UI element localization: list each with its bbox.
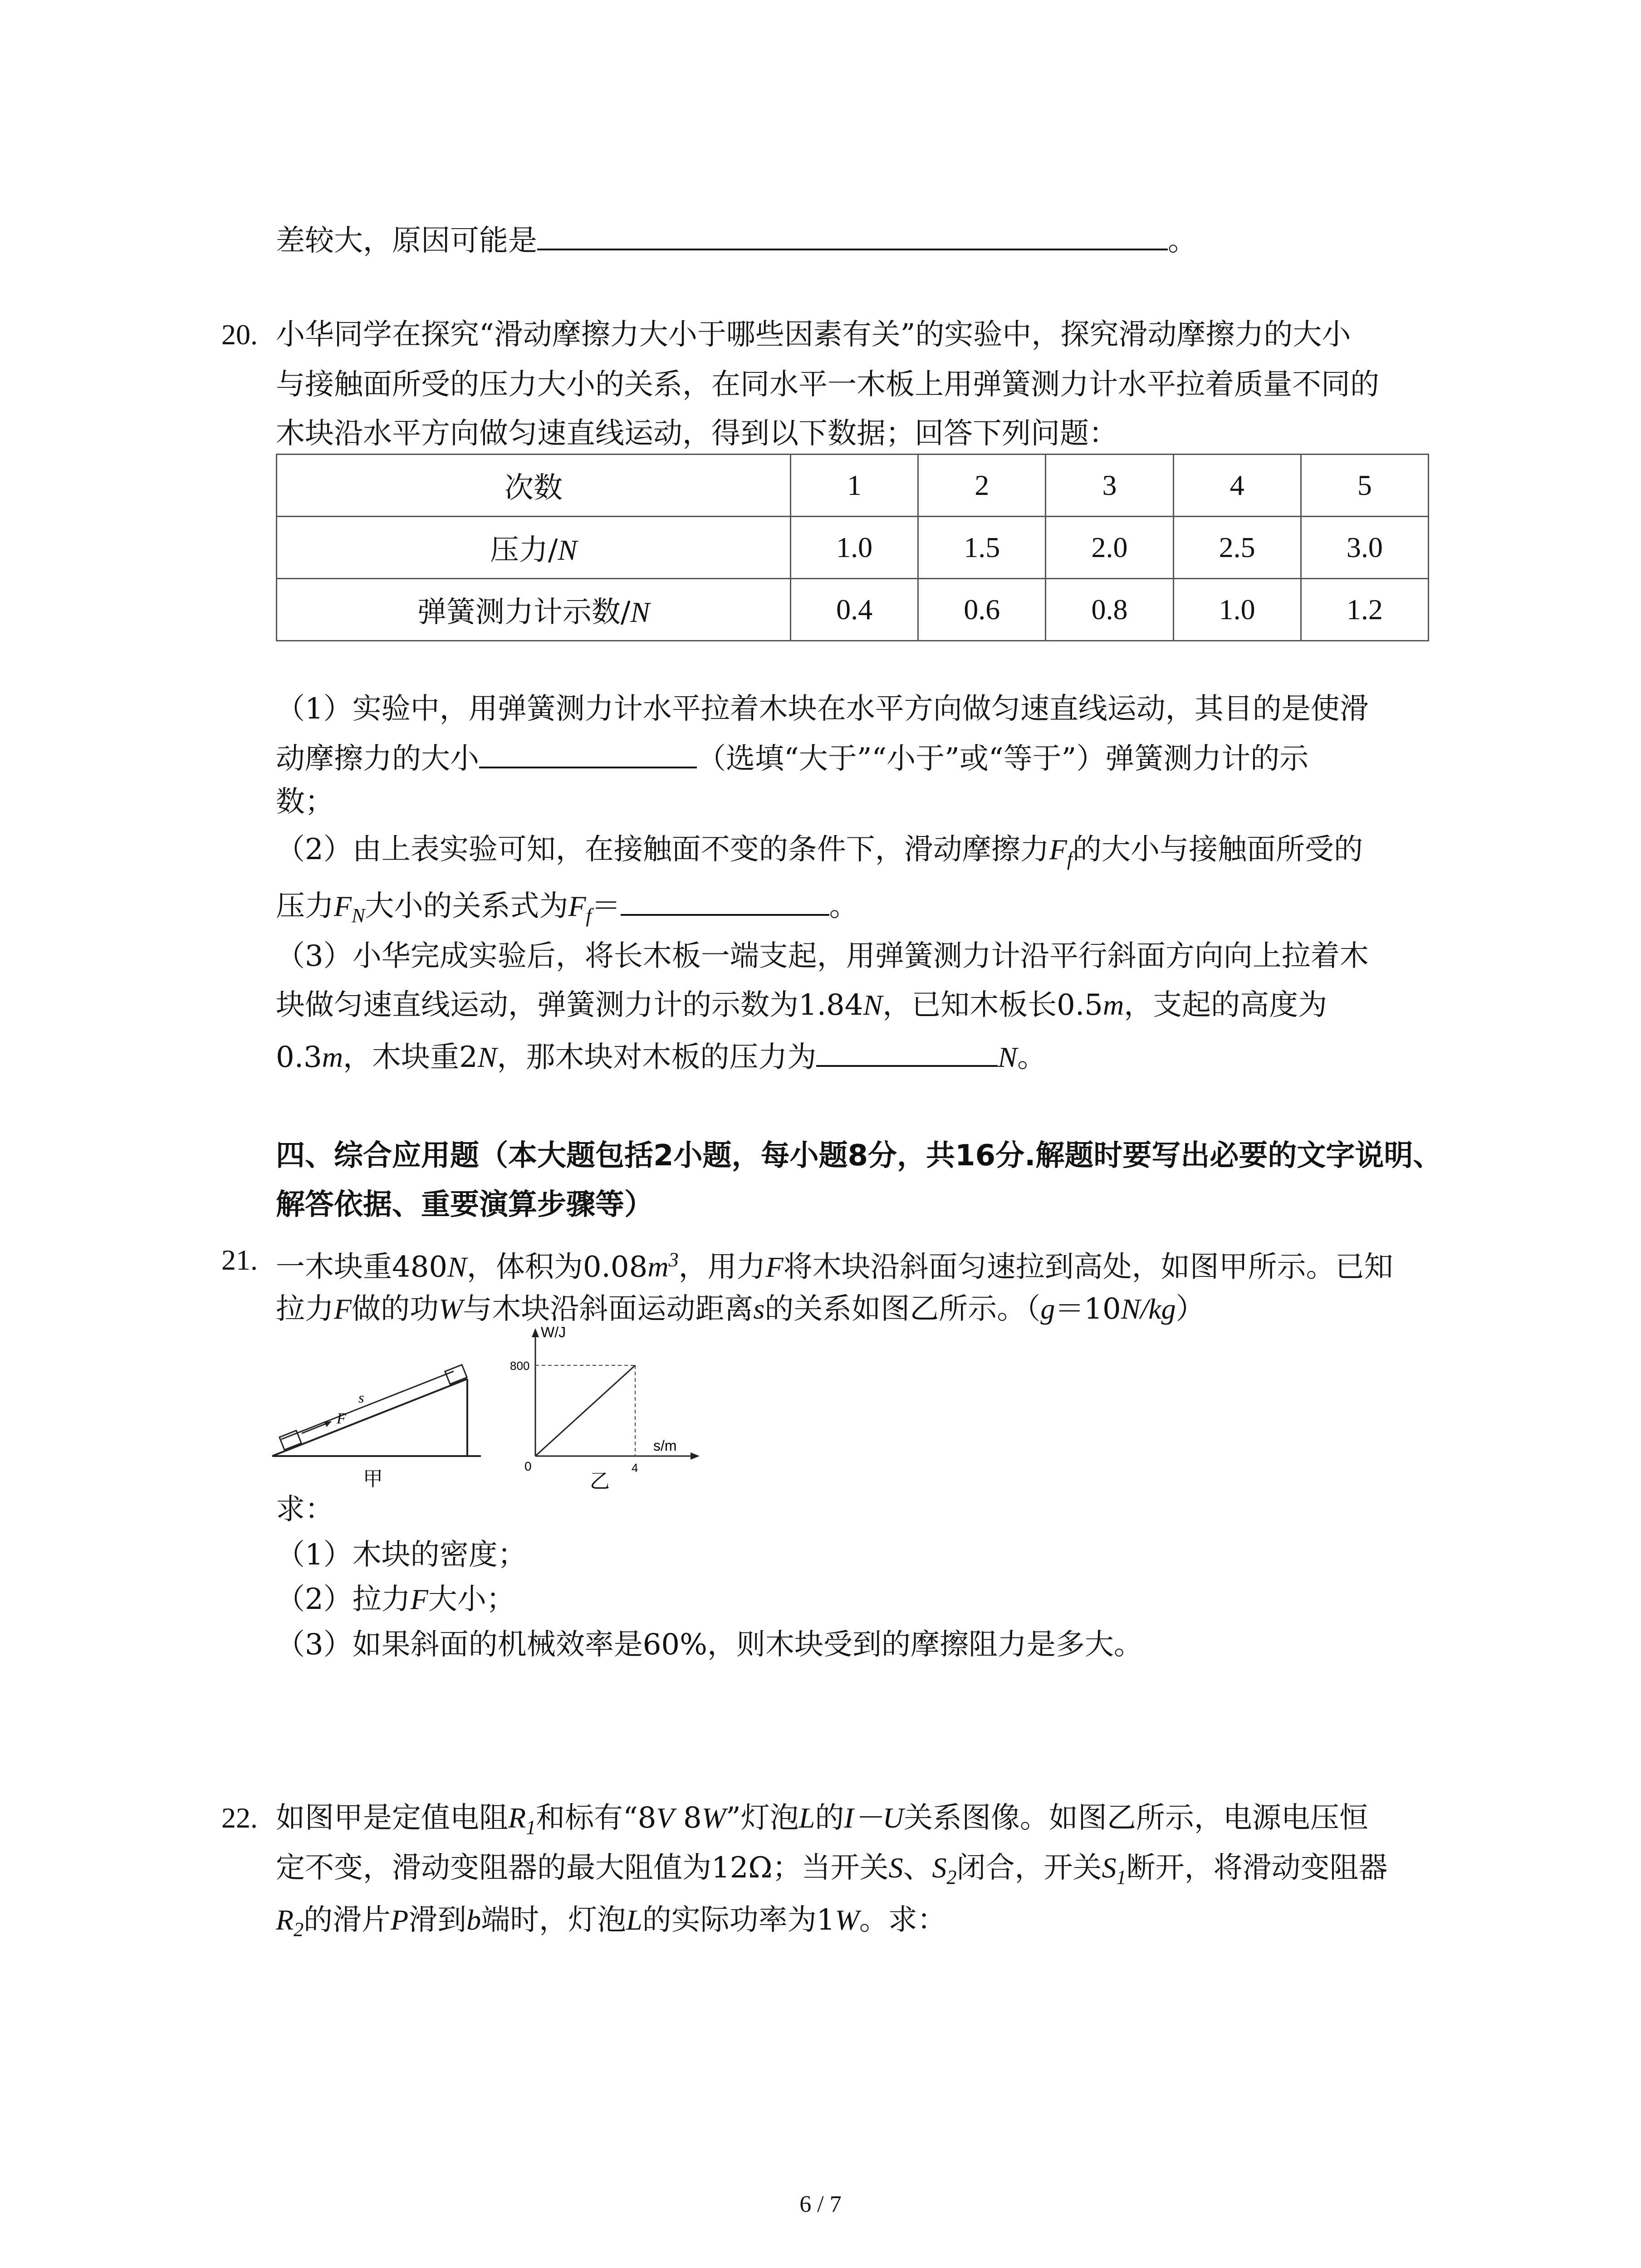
table-cell: 0.6 — [918, 579, 1046, 641]
table-cell: 1.2 — [1301, 579, 1428, 641]
q22-text: 8 — [674, 1801, 702, 1835]
y-axis-label: W/J — [541, 1325, 566, 1340]
p3-text: ，木块重2 — [343, 1041, 478, 1074]
symbol-S: S — [888, 1852, 903, 1884]
force-label: F — [337, 1410, 346, 1427]
p2-end: 。 — [829, 890, 858, 923]
symbol-F: F — [334, 1293, 352, 1325]
table-header-cell: 4 — [1173, 455, 1301, 517]
p2-text: （2）由上表实验可知，在接触面不变的条件下，滑动摩擦力 — [276, 833, 1049, 866]
q21-ask: 求： — [276, 1493, 334, 1526]
q21-text: 将木块沿斜面匀速拉到高处，如图甲所示。已知 — [783, 1250, 1393, 1284]
q20-part3-line1: （3）小华完成实验后，将长木板一端支起，用弹簧测力计沿平行斜面方向向上拉着木 — [276, 939, 1369, 973]
symbol-R2: $R_2$ — [276, 1904, 304, 1941]
section-heading-line1: 四、综合应用题（本大题包括2小题，每小题8分，共16分.解题时要写出必要的文字说明、 — [276, 1139, 1442, 1173]
q20-line1: 小华同学在探究“滑动摩擦力大小于哪些因素有关”的实验中，探究滑动摩擦力的大小 — [276, 318, 1351, 352]
q22-text: 端时，灯泡 — [481, 1903, 627, 1937]
q19-end: 。 — [1168, 224, 1197, 258]
p3-text: ，支起的高度为 — [1124, 988, 1327, 1022]
fig-yi-label: 乙 — [590, 1470, 610, 1493]
unit-N: N — [447, 1251, 467, 1283]
x-tick-label: 4 — [632, 1461, 638, 1475]
q22-text: 。求： — [859, 1903, 946, 1937]
symbol-Ff: $F_f$ — [568, 890, 592, 927]
unit-N: N — [863, 989, 883, 1021]
incline-figure — [268, 1343, 485, 1497]
symbol-S2: $S_2$ — [932, 1852, 957, 1888]
y-tick-label: 800 — [510, 1359, 530, 1373]
incline-board — [281, 1371, 454, 1439]
unit-m3: $m^3$ — [647, 1249, 679, 1283]
q22-text: 的滑片 — [304, 1903, 391, 1937]
q21-line2 — [276, 1287, 1205, 1331]
q22-text: 滑到 — [408, 1903, 467, 1937]
row-label-unit: N — [558, 534, 578, 566]
q22-text: 如图甲是定值电阻 — [276, 1801, 508, 1835]
x-axis-arrow — [691, 1452, 700, 1460]
table-cell: 2.0 — [1046, 517, 1173, 579]
q21-sub3: （3）如果斜面的机械效率是60%，则木块受到的摩擦阻力是多大。 — [276, 1628, 1143, 1662]
y-axis-arrow — [532, 1328, 539, 1337]
table-cell: 0.4 — [791, 579, 918, 641]
table-header-cell: 1 — [791, 455, 918, 517]
answer-blank[interactable] — [479, 735, 697, 768]
table-header-cell: 3 — [1046, 455, 1173, 517]
symbol-s: s — [753, 1293, 765, 1325]
unit-N-per-kg: N/kg — [1121, 1293, 1176, 1325]
q22-text: 的 — [815, 1801, 844, 1835]
table-header-cell: 5 — [1301, 455, 1428, 517]
symbol-I-U: I－U — [844, 1802, 904, 1834]
p3-text: ，那木块对木板的压力为 — [497, 1041, 817, 1074]
symbol-F: F — [765, 1251, 784, 1283]
p2-text-after: 的大小与接触面所受的 — [1073, 833, 1363, 866]
symbol-L: L — [626, 1904, 642, 1936]
table-cell: 0.8 — [1046, 579, 1173, 641]
q21-text: ，体积为0.08 — [466, 1250, 648, 1284]
q21-text: 拉力 — [276, 1292, 334, 1326]
fig-jia-label: 甲 — [363, 1467, 383, 1491]
q20-part1-line1: （1）实验中，用弹簧测力计水平拉着木块在水平方向做匀速直线运动，其目的是使滑 — [276, 692, 1369, 726]
q20-part2-line2 — [276, 882, 858, 938]
q22-text: 关系图像。如图乙所示，电源电压恒 — [903, 1801, 1368, 1835]
q22-text: 断开，将滑动变阻器 — [1126, 1851, 1388, 1885]
q22-text: ”灯泡 — [726, 1801, 799, 1835]
plot-area — [535, 1365, 635, 1456]
q20-part1-line2 — [276, 735, 1308, 781]
q20-part1-line3: 数； — [276, 785, 334, 819]
work-distance-graph — [508, 1325, 717, 1501]
q21-text: 与木块沿斜面运动距离 — [463, 1292, 754, 1326]
section-heading-line2: 解答依据、重要演算步骤等） — [276, 1188, 653, 1222]
table-cell: 1.0 — [1173, 579, 1301, 641]
q20-part3-line3 — [276, 1033, 1046, 1079]
table-cell: 1.5 — [918, 517, 1046, 579]
p3-text: 块做匀速直线运动，弹簧测力计的示数为1.84 — [276, 988, 863, 1022]
q22-text: 的实际功率为1 — [642, 1903, 835, 1937]
table-row — [277, 579, 1429, 641]
q22-text: 和标有“8 — [536, 1801, 656, 1835]
unit-m: m — [1102, 989, 1124, 1021]
symbol-b: b — [466, 1904, 481, 1936]
q22-text: 定不变，滑动变阻器的最大阻值为12Ω；当开关 — [276, 1851, 889, 1885]
answer-blank[interactable] — [537, 217, 1168, 250]
table-row-label — [277, 579, 791, 641]
symbol-Ff: $F_f$ — [1049, 833, 1073, 870]
unit-W: W — [835, 1904, 859, 1936]
unit-N: N — [998, 1041, 1018, 1073]
q20-part3-line2 — [276, 983, 1327, 1027]
q19-text: 差较大，原因可能是 — [276, 224, 537, 258]
unit-W: W — [701, 1802, 726, 1834]
p3-end: 。 — [1017, 1041, 1047, 1074]
unit-m: m — [322, 1041, 343, 1073]
q21-text: ） — [1176, 1292, 1205, 1326]
answer-blank[interactable] — [621, 882, 829, 916]
symbol-F: F — [410, 1583, 428, 1615]
table-row — [277, 455, 1429, 517]
unit-V: V — [656, 1802, 674, 1834]
q22-line2 — [276, 1846, 1388, 1899]
q22-line1 — [276, 1796, 1368, 1849]
row-label-text: 压力/ — [490, 533, 558, 567]
symbol-L: L — [798, 1802, 815, 1834]
table-row-label — [277, 517, 791, 579]
q22-line3 — [276, 1898, 946, 1951]
q19-tail — [276, 217, 1197, 263]
symbol-W: W — [439, 1293, 463, 1325]
symbol-R1: $R_1$ — [508, 1802, 536, 1838]
incline-surface — [272, 1379, 467, 1456]
s-label: s — [358, 1389, 364, 1406]
q21-line1 — [276, 1238, 1393, 1289]
block-lower — [279, 1431, 301, 1450]
q21-sub1: （1）木块的密度； — [276, 1538, 527, 1572]
p1-text-after: （选填“大于”“小于”或“等于”）弹簧测力计的示 — [697, 742, 1309, 776]
p2-text-mid: 大小的关系式为 — [365, 890, 568, 923]
q21-text: ＝10 — [1055, 1292, 1121, 1326]
q21-text: 做的功 — [352, 1292, 439, 1326]
p3-text: ，已知木板长0.5 — [882, 988, 1103, 1022]
p1-text: 动摩擦力的大小 — [276, 742, 479, 776]
q22-text: 、 — [903, 1851, 932, 1885]
q20-number: 20. — [221, 318, 258, 351]
unit-N: N — [477, 1041, 497, 1073]
q21-number: 21. — [221, 1244, 258, 1276]
q21-text: 的关系如图乙所示。（ — [764, 1292, 1041, 1326]
answer-blank[interactable] — [816, 1033, 998, 1067]
table-cell: 3.0 — [1301, 517, 1428, 579]
symbol-g: g — [1040, 1293, 1055, 1325]
q21-sub2-text-after: 大小； — [428, 1583, 515, 1616]
row-label-text: 弹簧测力计示数/ — [417, 596, 631, 629]
table-header-cell: 2 — [918, 455, 1046, 517]
p2-text: 压力 — [276, 890, 334, 923]
q22-text: 闭合，开关 — [956, 1851, 1102, 1885]
origin-label: 0 — [524, 1459, 532, 1473]
row-label-unit: N — [630, 596, 650, 628]
table-header-cell: 次数 — [277, 455, 791, 517]
q20-line3: 木块沿水平方向做匀速直线运动，得到以下数据；回答下列问题： — [276, 417, 1118, 450]
p3-text: 0.3 — [276, 1041, 322, 1074]
q20-part2-line1 — [276, 828, 1363, 881]
table-row — [277, 517, 1429, 579]
symbol-P: P — [391, 1904, 409, 1936]
series-line — [535, 1365, 635, 1456]
page-number: 6 / 7 — [799, 2191, 842, 2217]
symbol-S1: $S_1$ — [1102, 1852, 1127, 1888]
symbol-FN: $F_N$ — [334, 890, 365, 927]
q21-text: 一木块重480 — [276, 1250, 448, 1284]
q20-line2: 与接触面所受的压力大小的关系，在同水平一木板上用弹簧测力计水平拉着质量不同的 — [276, 368, 1379, 401]
q21-sub2 — [276, 1578, 515, 1621]
q21-text: ，用力 — [678, 1250, 766, 1284]
q22-number: 22. — [221, 1802, 258, 1834]
q21-sub2-text: （2）拉力 — [276, 1583, 411, 1616]
table-cell: 2.5 — [1173, 517, 1301, 579]
table-cell: 1.0 — [791, 517, 918, 579]
equals-sign: ＝ — [591, 890, 621, 923]
x-axis-label: s/m — [653, 1437, 677, 1454]
data-table — [276, 454, 1429, 641]
